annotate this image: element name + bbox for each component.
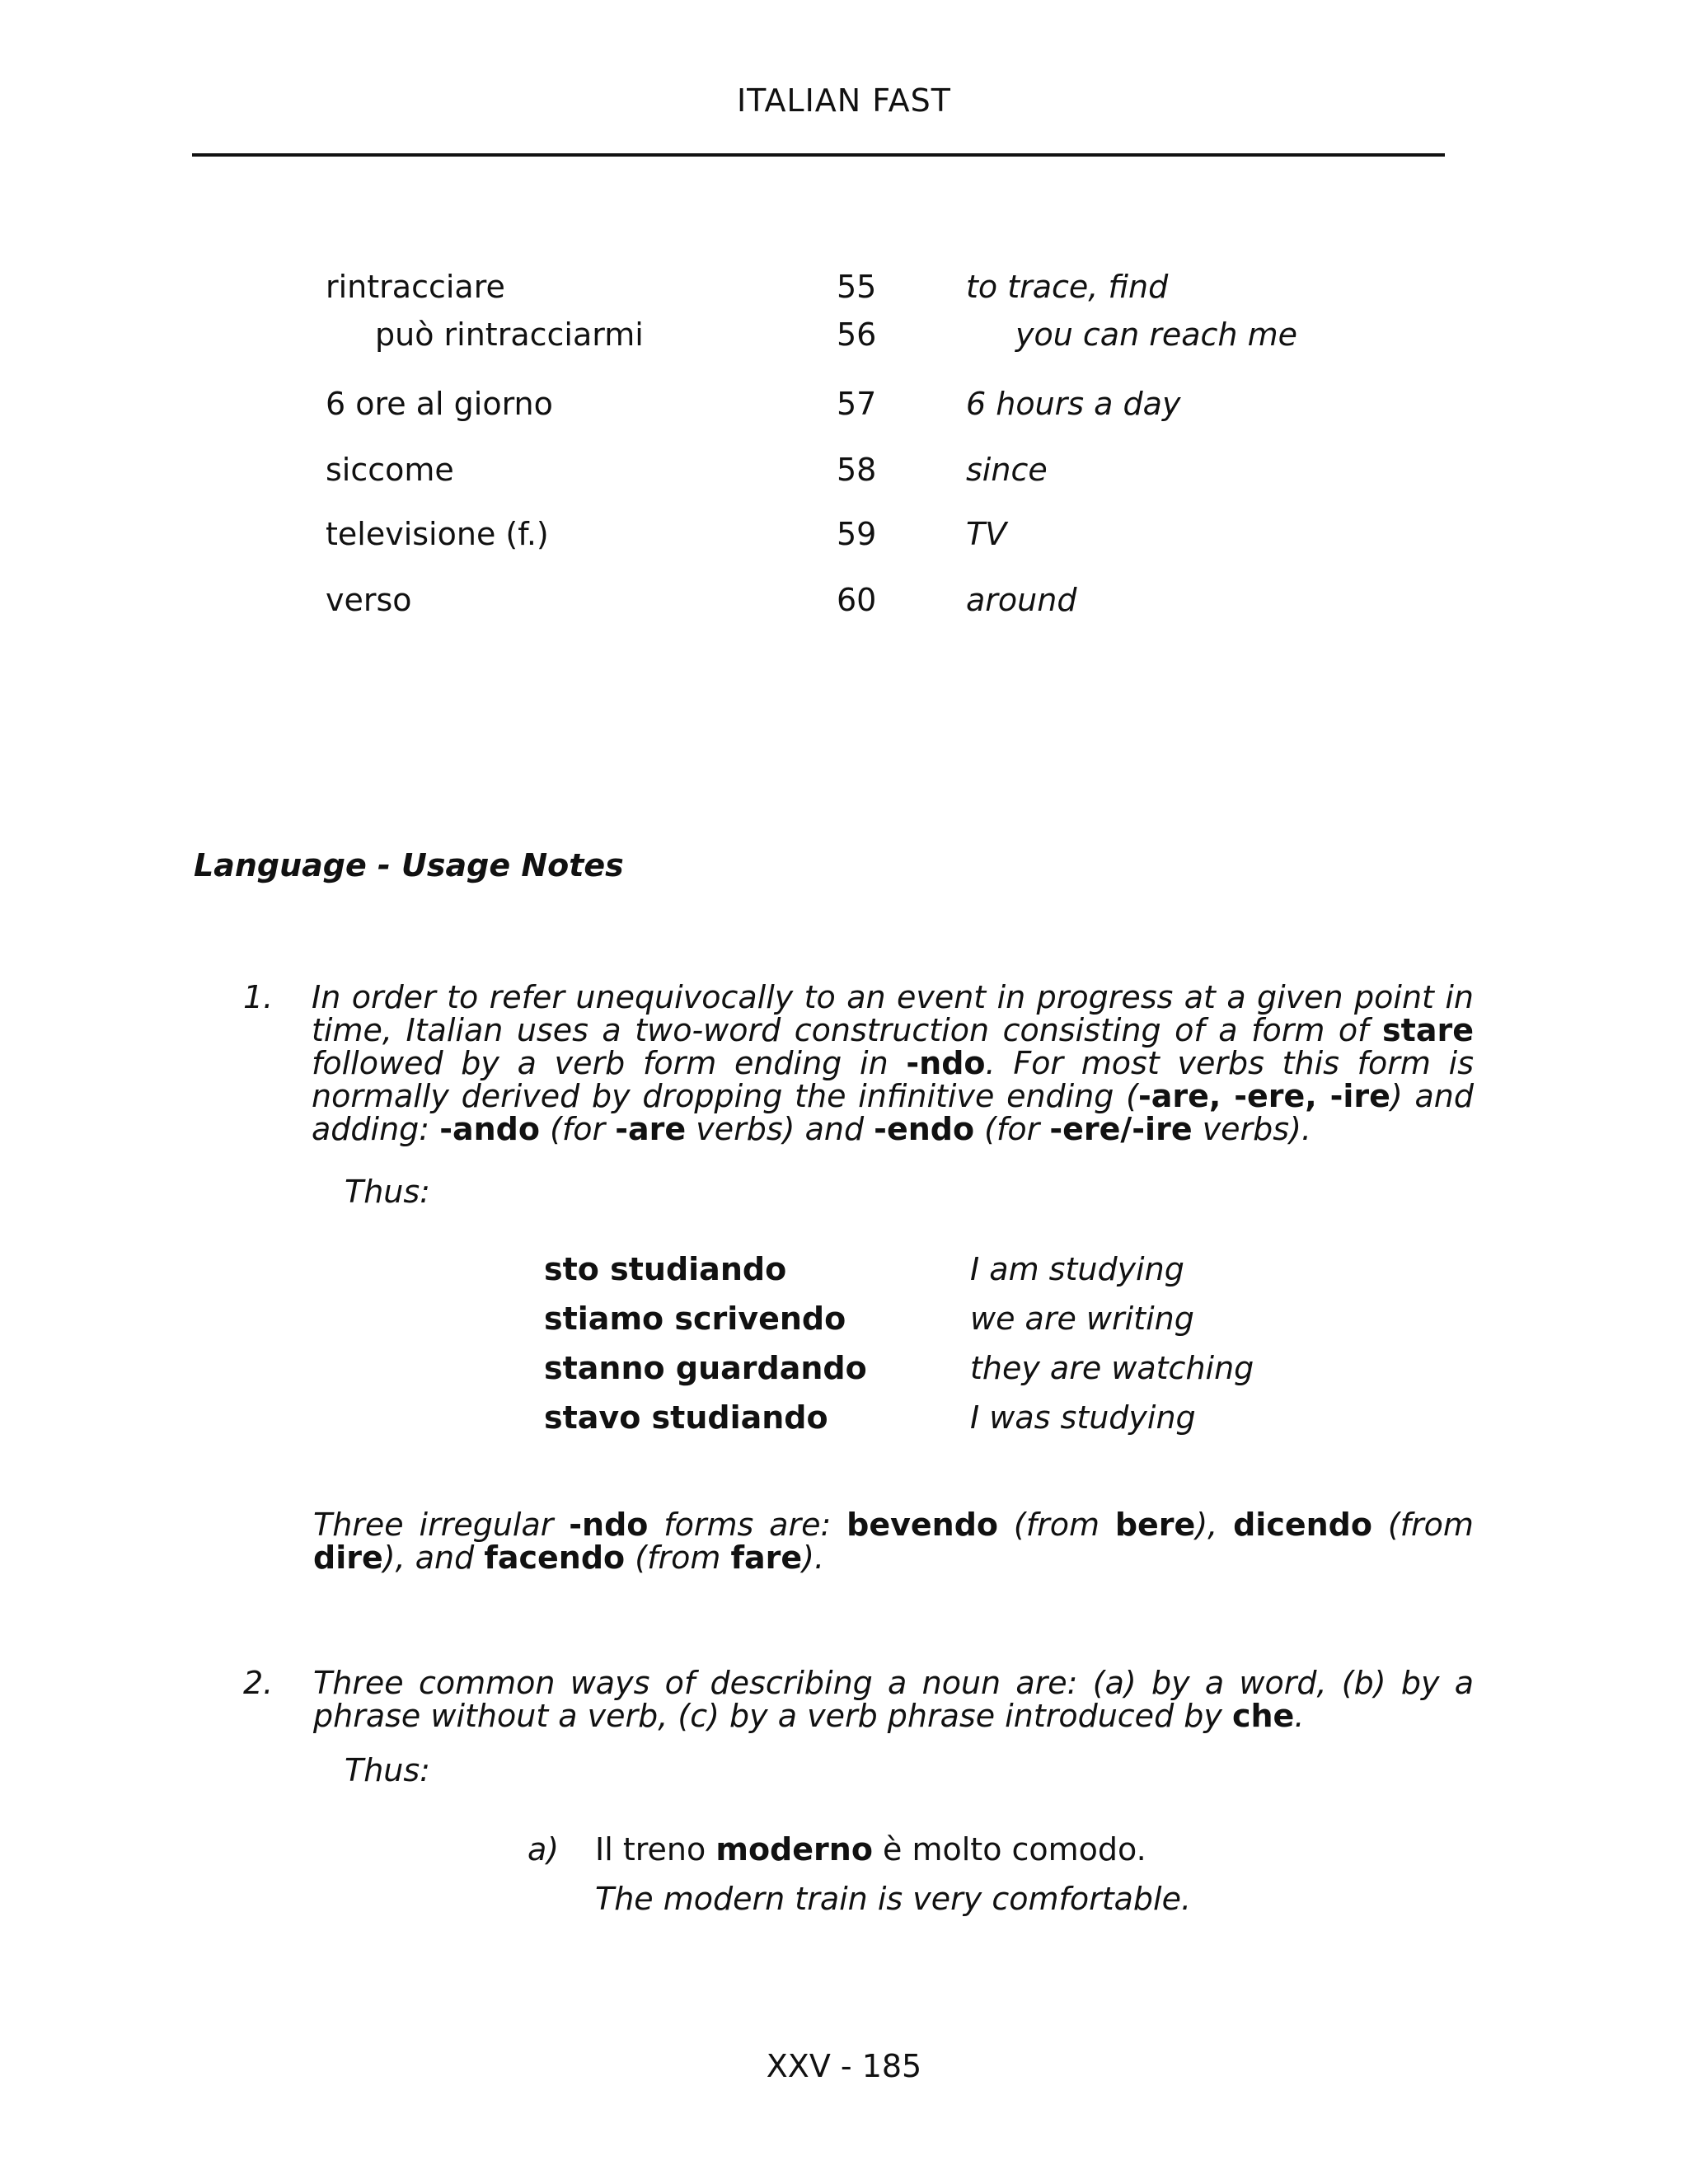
note-1-paragraph <box>312 981 1474 1146</box>
text-run: (for <box>984 1111 1040 1147</box>
text-run: ), and <box>382 1540 475 1576</box>
example-english: I was studying <box>970 1399 1196 1436</box>
text-run: (for <box>550 1111 606 1147</box>
keyword: stare <box>1382 1012 1474 1048</box>
vocab-italian: 6 ore al giorno <box>326 386 553 422</box>
text-run: Three common ways of describing a noun are: (a) by a word, (b) by a phrase without a verb, (c) by a verb phrase introduced by <box>313 1665 1474 1734</box>
keyword: -are, -ere, -ire <box>1138 1078 1390 1114</box>
vocab-english: since <box>966 452 1048 488</box>
thus-label: Thus: <box>345 1752 430 1788</box>
vocab-english: to trace, find <box>966 269 1169 305</box>
keyword: -are <box>615 1111 687 1147</box>
text-run: (from <box>635 1540 721 1576</box>
text-run: forms are: <box>663 1507 832 1543</box>
vocab-number: 59 <box>837 516 877 552</box>
text-run: (from <box>1013 1507 1100 1543</box>
text-run: followed by a verb form ending in <box>312 1045 889 1081</box>
vocab-english: 6 hours a day <box>966 386 1181 422</box>
vocab-english: TV <box>966 516 1007 552</box>
text-run: Three irregular <box>313 1507 554 1543</box>
text-run: ). <box>802 1540 825 1576</box>
keyword: -ere/-ire <box>1049 1111 1193 1147</box>
keyword: fare <box>730 1540 803 1576</box>
note-2-paragraph <box>313 1666 1474 1732</box>
example-italian: stanno guardando <box>544 1350 867 1386</box>
text-run: ), <box>1195 1507 1218 1543</box>
vocab-italian: televisione (f.) <box>326 516 549 552</box>
keyword: facendo <box>484 1540 626 1576</box>
note-number: 2. <box>243 1665 274 1701</box>
vocab-italian: può rintracciarmi <box>375 316 644 353</box>
keyword: che <box>1231 1698 1295 1734</box>
text-run: In order to refer unequivocally to an event in progress at a given point in time, Italian uses a two-word construction consisting of a form of <box>312 979 1474 1048</box>
keyword: -ndo <box>906 1045 986 1081</box>
note-number: 1. <box>243 979 274 1015</box>
section-title: Language - Usage Notes <box>194 847 624 883</box>
page-number: XXV - 185 <box>766 2048 922 2084</box>
example-italian: stavo studiando <box>544 1399 828 1436</box>
keyword: bevendo <box>846 1507 999 1543</box>
example-italian: stiamo scrivendo <box>544 1301 846 1337</box>
text-run: Il treno <box>595 1831 706 1868</box>
example-label: a) <box>528 1831 560 1868</box>
example-italian: sto studiando <box>544 1251 787 1287</box>
text-run: verbs) and <box>696 1111 865 1147</box>
text-run: verbs). <box>1202 1111 1312 1147</box>
irregular-forms-paragraph <box>313 1508 1474 1574</box>
keyword: -endo <box>874 1111 975 1147</box>
text-run: . <box>1294 1698 1305 1734</box>
keyword: dicendo <box>1233 1507 1372 1543</box>
header-rule <box>192 153 1445 157</box>
keyword: -ando <box>439 1111 540 1147</box>
vocab-number: 58 <box>837 452 877 488</box>
vocab-italian: siccome <box>326 452 454 488</box>
vocab-english: around <box>966 582 1077 618</box>
example-sentence <box>595 1831 1146 1868</box>
keyword: dire <box>313 1540 383 1576</box>
text-run: ) and adding: <box>312 1078 1475 1147</box>
vocab-number: 56 <box>837 316 877 353</box>
example-english: we are writing <box>970 1301 1194 1337</box>
vocab-number: 60 <box>837 582 877 618</box>
vocab-italian: rintracciare <box>326 269 505 305</box>
vocab-english: you can reach me <box>1015 316 1297 353</box>
keyword: moderno <box>715 1831 873 1868</box>
keyword: bere <box>1114 1507 1196 1543</box>
example-english: they are watching <box>970 1350 1254 1386</box>
example-english: I am studying <box>970 1251 1184 1287</box>
vocab-number: 55 <box>837 269 877 305</box>
keyword: -ndo <box>569 1507 649 1543</box>
example-translation: The modern train is very comfortable. <box>595 1881 1192 1917</box>
text-run: . For most verbs this form is normally derived by dropping the infinitive ending ( <box>312 1045 1474 1114</box>
vocab-number: 57 <box>837 386 877 422</box>
text-run: è molto comodo. <box>883 1831 1146 1868</box>
thus-label: Thus: <box>345 1174 430 1210</box>
vocab-italian: verso <box>326 582 412 618</box>
text-run: (from <box>1387 1507 1474 1543</box>
page-header-title: ITALIAN FAST <box>736 82 952 119</box>
